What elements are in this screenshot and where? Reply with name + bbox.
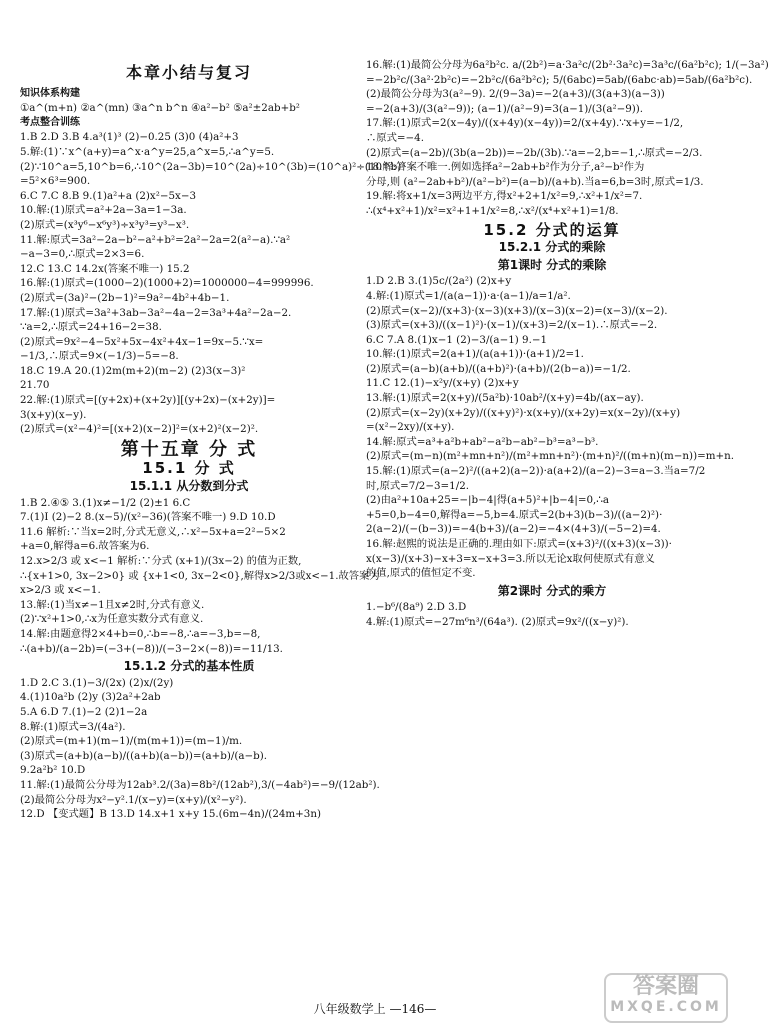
answer-line: 14.解:由题意得2×4+b=0,∴b=−8,∴a=−3,b=−8, bbox=[20, 627, 261, 640]
answer-line: ①a^(m+n) ②a^(mn) ③a^n b^n ④a²−b² ⑤a²±2ab+b² bbox=[20, 102, 300, 115]
subsection-heading: 15.1.2 分式的基本性质 bbox=[123, 659, 255, 674]
answer-line: (2)最简公分母为3(a²−9). 2/(9−3a)=−2(a+3)/(3(a+3)(a−3)) bbox=[366, 88, 665, 101]
chapter-title: 第十五章 分 式 bbox=[120, 438, 258, 460]
answer-line: =−2(a+3)/(3(a²−9)); (a−1)/(a²−9)=3(a−1)/(3(a²−9)). bbox=[366, 102, 644, 115]
answer-line: 8.解:(1)原式=3/(4a²). bbox=[20, 720, 126, 733]
topic-label: 知识体系构建 bbox=[20, 87, 80, 99]
answer-line: (2)原式=(3a)²−(2b−1)²=9a²−4b²+4b−1. bbox=[20, 291, 230, 304]
section-title: 本章小结与复习 bbox=[125, 63, 252, 82]
answer-line: 17.解:(1)原式=3a²+3ab−3a²−4a−2=3a³+4a²−2a−2. bbox=[20, 306, 292, 319]
answer-line: −a−3=0,∴原式=2×3=6. bbox=[20, 248, 145, 261]
answer-line: x(x−3)/(x+3)−x+3=x−x+3=3.所以无论x取何使原式有意义 bbox=[366, 552, 655, 565]
section-heading: 15.1 分 式 bbox=[142, 459, 236, 478]
answer-line: 16.解:赵熙的说法是正确的.理由如下:原式=(x+3)²/((x+3)(x−3))· bbox=[366, 538, 672, 550]
answer-line: =−2b²c/(3a²·2b²c)=−2b²c/(6a²b²c); 5/(6abc)=5ab/(6abc·ab)=5ab/(6a²b²c). bbox=[366, 73, 753, 86]
answer-line: 11.C 12.(1)−x²y/(x+y) (2)x+y bbox=[366, 377, 519, 390]
answer-line: 15.解:(1)原式=(a−2)²/((a+2)(a−2))·a(a+2)/(a−2)−3=a−3.当a=7/2 bbox=[366, 465, 706, 478]
answer-line: 5.A 6.D 7.(1)−2 (2)1−2a bbox=[20, 705, 148, 718]
answer-line: 10.解:(1)原式=a²+2a−3a=1−3a. bbox=[20, 204, 187, 217]
answer-line: 6.C 7.A 8.(1)x−1 (2)−3/(a−1) 9.−1 bbox=[366, 333, 548, 346]
answer-line: 11.6 解析:∵当x=2时,分式无意义,∴x²−5x+a=2²−5×2 bbox=[20, 525, 286, 538]
answer-line: (2)原式=(x−2y)(x+2y)/((x+y)²)·x(x+y)/(x+2y)=x(x−2y)/(x+y) bbox=[366, 406, 681, 419]
answer-line: (2)原式=(x³y⁶−x⁶y³)÷x³y³=y³−x³. bbox=[20, 218, 190, 231]
answer-line: (2)原式=(a−2b)/(3b(a−2b))=−2b/(3b).∵a=−2,b=−1,∴原式=−2/3. bbox=[366, 146, 703, 159]
answer-line: =(x²−2xy)/(x+y). bbox=[366, 421, 455, 434]
answer-line: (2)∵x²+1>0,∴x为任意实数分式有意义. bbox=[20, 613, 204, 626]
answer-line: 5.解:(1)∵x^(a+y)=a^x·a^y=25,a^x=5,∴a^y=5. bbox=[20, 145, 275, 158]
watermark-top: 答案圈 bbox=[632, 974, 699, 999]
answer-line: (2)原式=(a−b)(a+b)/((a+b)²)·(a+b)/(2(b−a))=−1/2. bbox=[366, 362, 631, 375]
answer-line: 的值,原式的值恒定不变. bbox=[366, 567, 476, 580]
answer-line: 11.解:原式=3a²−2a−b²−a²+b²=2a²−2a=2(a²−a).∵a² bbox=[20, 233, 291, 246]
answer-line: 16.解:(1)最简公分母为6a²b²c. a/(2b²)=a·3a²c/(2b²·3a²c)=3a³c/(6a²b²c); 1/(−3a²) bbox=[366, 59, 769, 71]
answer-line: ∴{x+1>0, 3x−2>0} 或 {x+1<0, 3x−2<0},解得x>2/3或x<−1.故答案为 bbox=[20, 569, 380, 582]
answer-line: 1.D 2.C 3.(1)−3/(2x) (2)x/(2y) bbox=[20, 676, 174, 689]
answer-line: (3)原式=(a+b)(a−b)/((a+b)(a−b))=(a+b)/(a−b). bbox=[20, 749, 268, 762]
answer-line: 6.C 7.C 8.B 9.(1)a²+a (2)x²−5x−3 bbox=[20, 189, 197, 202]
answer-line: 1.D 2.B 3.(1)5c/(2a²) (2)x+y bbox=[366, 275, 512, 288]
watermark-logo bbox=[604, 973, 728, 1023]
answer-line: (2)原式=9x²−4−5x²+5x−4x²+4x−1=9x−5.∵x= bbox=[20, 335, 264, 348]
answer-line: 16.解:(1)原式=(1000−2)(1000+2)=1000000−4=999996. bbox=[20, 277, 314, 290]
answer-line: 12.x>2/3 或 x<−1 解析:∵分式 (x+1)/(3x−2) 的值为正数, bbox=[20, 555, 302, 567]
answer-line: 21.70 bbox=[20, 379, 50, 392]
answer-line: 1.B 2.④⑤ 3.(1)x≠−1/2 (2)±1 6.C bbox=[20, 496, 191, 509]
answer-line: 12.C 13.C 14.2x(答案不唯一) 15.2 bbox=[20, 262, 190, 275]
answer-line: (2)最简公分母为x²−y².1/(x−y)=(x+y)/(x²−y²). bbox=[20, 793, 247, 806]
answer-line: (2)∵10^a=5,10^b=6,∴10^(2a−3b)=10^(2a)÷10^(3b)=(10^a)²÷(10^b)³ bbox=[20, 160, 406, 173]
answer-line: 4.解:(1)原式=−27m⁶n³/(64a³). (2)原式=9x²/((x−y)²). bbox=[366, 615, 629, 628]
answer-line: +5=0,b−4=0,解得a=−5,b=4.原式=2(b+3)(b−3)/((a−2)²)· bbox=[366, 508, 663, 521]
answer-line: ∵a=2,∴原式=24+16−2=38. bbox=[20, 321, 162, 334]
answer-line: 7.(1)I (2)−2 8.(x−5)/(x²−36)(答案不唯一) 9.D 10.D bbox=[20, 511, 276, 524]
answer-line: 22.解:(1)原式=[(y+2x)+(x+2y)][(y+2x)−(x+2y)]= bbox=[20, 394, 276, 407]
subsection-heading: 15.2.1 分式的乘除 bbox=[498, 240, 606, 255]
answer-line: 17.解:(1)原式=2(x−4y)/((x+4y)(x−4y))=2/(x+4y).∵x+y=−1/2, bbox=[366, 117, 684, 130]
answer-line: (2)由a²+10a+25=−|b−4|得(a+5)²+|b−4|=0,∴a bbox=[366, 494, 609, 507]
answer-line: =5²×6³=900. bbox=[20, 175, 91, 188]
answer-line: +a=0,解得a=6.故答案为6. bbox=[20, 540, 150, 553]
answer-line: 13.解:(1)当x≠−1且x≠2时,分式有意义. bbox=[20, 598, 205, 611]
answer-line: 4.(1)10a²b (2)y (3)2a²+2ab bbox=[20, 691, 161, 704]
topic-label: 考点整合训练 bbox=[20, 116, 80, 128]
answer-line: 18.C 19.A 20.(1)2m(m+2)(m−2) (2)3(x−3)² bbox=[20, 364, 246, 377]
answer-line: x>2/3 或 x<−1. bbox=[20, 584, 101, 597]
watermark-bottom: MXQE.COM bbox=[610, 999, 722, 1015]
answer-line: ∴(a+b)/(a−2b)=(−3+(−8))/(−3−2×(−8))=−11/13. bbox=[20, 642, 283, 655]
answer-line: 1.−b⁶/(8a⁹) 2.D 3.D bbox=[366, 601, 467, 614]
answer-line: −1/3,∴原式=9×(−1/3)−5=−8. bbox=[20, 350, 179, 363]
answer-line: (2)原式=(x²−4)²=[(x+2)(x−2)]²=(x+2)²(x−2)². bbox=[20, 423, 259, 436]
answer-line: 2(a−2)/(−(b−3))=−4(b+3)/(a−2)=−4×(4+3)/(−5−2)=4. bbox=[366, 523, 661, 536]
answer-line: ∴原式=−4. bbox=[366, 131, 424, 144]
subsection-heading: 第2课时 分式的乘方 bbox=[497, 583, 607, 598]
section-heading: 15.2 分式的运算 bbox=[483, 220, 621, 239]
answer-line: ∴(x⁴+x²+1)/x²=x²+1+1/x²=8,∴x²/(x⁴+x²+1)=1/8. bbox=[366, 204, 619, 217]
answer-line: 1.B 2.D 3.B 4.a³(1)³ (2)−0.25 (3)0 (4)a²+3 bbox=[20, 131, 239, 144]
answer-line: 10.解:(1)原式=2(a+1)/(a(a+1))·(a+1)/2=1. bbox=[366, 348, 584, 361]
answer-line: 分母,则 (a²−2ab+b²)/(a²−b²)=(a−b)/(a+b).当a=6,b=3时,原式=1/3. bbox=[366, 175, 704, 188]
answer-line: 4.解:(1)原式=1/(a(a−1))·a·(a−1)/a=1/a². bbox=[366, 289, 571, 302]
right-column bbox=[366, 58, 769, 630]
answer-line: 13.解:(1)原式=2(x+y)/(5a²b)·10ab²/(x+y)=4b/(ax−ay). bbox=[366, 392, 644, 405]
answer-line: 3(x+y)(x−y). bbox=[20, 408, 87, 421]
answer-line: 19.解:将x+1/x=3两边平方,得x²+2+1/x²=9,∴x²+1/x²=7. bbox=[366, 190, 643, 203]
answer-line: 18.解:答案不唯一.例如选择a²−2ab+b²作为分子,a²−b²作为 bbox=[366, 161, 645, 174]
subsection-heading: 第1课时 分式的乘除 bbox=[497, 257, 607, 272]
answer-line: 时,原式=7/2−3=1/2. bbox=[366, 479, 470, 492]
answer-line: 11.解:(1)最简公分母为12ab³.2/(3a)=8b²/(12ab²),3/(−4ab²)=−9/(12ab²). bbox=[20, 778, 380, 791]
answer-line: 12.D 【变式题】B 13.D 14.x+1 x+y 15.(6m−4n)/(24m+3n) bbox=[20, 808, 322, 821]
answer-line: (2)原式=(m+1)(m−1)/(m(m+1))=(m−1)/m. bbox=[20, 735, 243, 748]
answer-line: (2)原式=(x−2)/(x+3)·(x−3)(x+3)/(x−3)(x−2)=(x−3)/(x−2). bbox=[366, 304, 668, 317]
page-footer: 八年级数学上 —146— bbox=[313, 1002, 437, 1016]
answer-line: (2)原式=(m−n)(m²+mn+n²)/(m²+mn+n²)·(m+n)²/((m+n)(m−n))=m+n. bbox=[366, 450, 735, 463]
answer-line: 9.2a²b² 10.D bbox=[20, 764, 86, 777]
subsection-heading: 15.1.1 从分数到分式 bbox=[129, 479, 249, 494]
answer-line: 14.解:原式=a³+a²b+ab²−a²b−ab²−b³=a³−b³. bbox=[366, 435, 599, 448]
answer-line: (3)原式=(x+3)/((x−1)²)·(x−1)/(x+3)=2/(x−1).∴原式=−2. bbox=[366, 319, 658, 332]
